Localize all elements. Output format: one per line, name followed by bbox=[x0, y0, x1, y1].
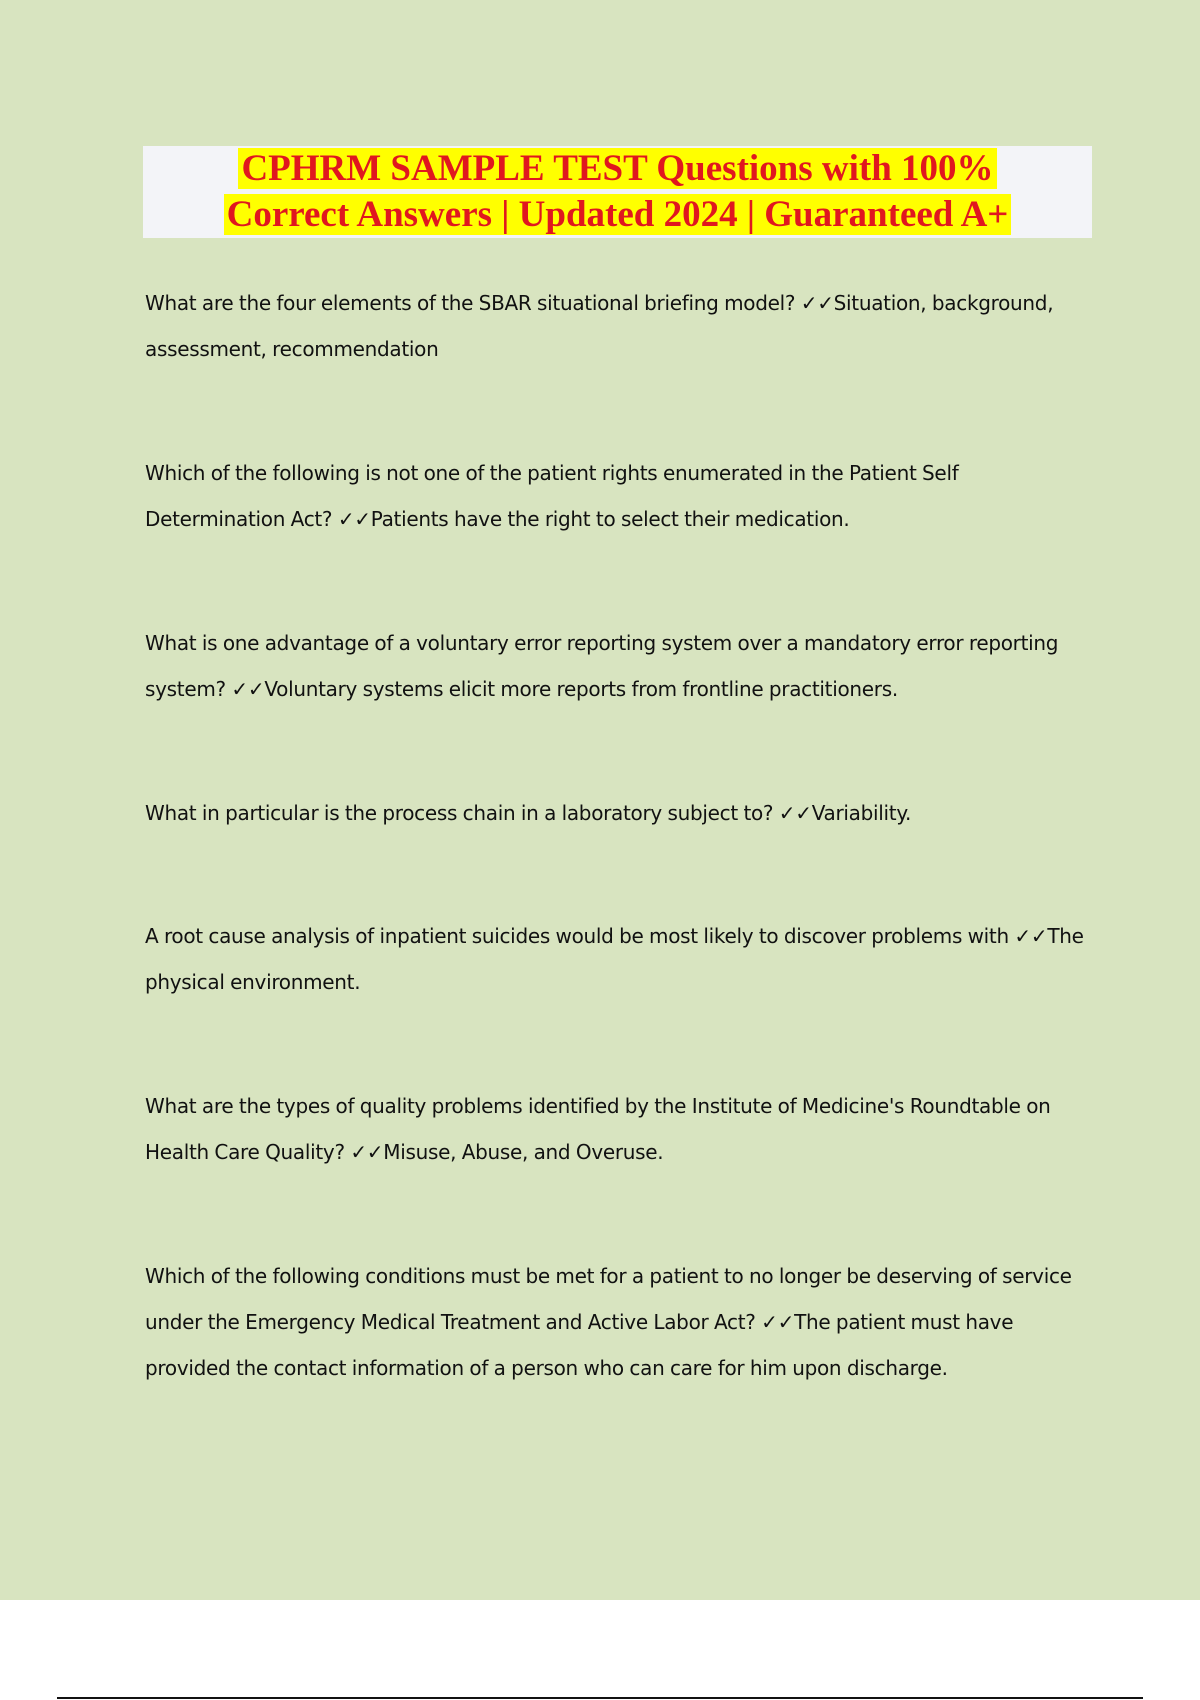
qa-item bbox=[145, 450, 1095, 542]
double-check-icon: ✓✓ bbox=[761, 1310, 795, 1334]
qa-item bbox=[145, 280, 1095, 372]
title-line-1 bbox=[143, 146, 1092, 192]
qa-item bbox=[145, 1253, 1095, 1391]
answer-text: Situation, background, assessment, recommendation bbox=[145, 291, 1054, 361]
question-text: Which of the following conditions must be met for a patient to no longer be deserving of service under the Emergency Medical Treatment and Active Labor Act? bbox=[145, 1264, 1072, 1334]
double-check-icon: ✓✓ bbox=[800, 291, 834, 315]
question-text: What are the types of quality problems identified by the Institute of Medicine's Roundtable on Health Care Quality? bbox=[145, 1094, 1051, 1164]
answer-text: The physical environment. bbox=[145, 924, 1084, 994]
qa-item bbox=[145, 790, 1095, 836]
answer-text: Variability. bbox=[811, 801, 912, 825]
title-banner bbox=[143, 146, 1092, 238]
question-text: What is one advantage of a voluntary error reporting system over a mandatory error reporting system? bbox=[145, 631, 1059, 701]
qa-item bbox=[145, 1083, 1095, 1175]
question-text: Which of the following is not one of the patient rights enumerated in the Patient Self Determination Act? bbox=[145, 461, 959, 531]
footer-divider bbox=[57, 1697, 1143, 1699]
double-check-icon: ✓✓ bbox=[337, 507, 371, 531]
answer-text: Patients have the right to select their medication. bbox=[370, 507, 850, 531]
qa-item bbox=[145, 913, 1095, 1005]
title-line-2-text: Correct Answers | Updated 2024 | Guaranteed A+ bbox=[224, 194, 1012, 235]
double-check-icon: ✓✓ bbox=[1014, 924, 1048, 948]
double-check-icon: ✓✓ bbox=[778, 801, 812, 825]
question-text: What in particular is the process chain in a laboratory subject to? bbox=[145, 801, 779, 825]
title-line-1-text: CPHRM SAMPLE TEST Questions with 100% bbox=[238, 148, 996, 189]
question-text: What are the four elements of the SBAR situational briefing model? bbox=[145, 291, 801, 315]
double-check-icon: ✓✓ bbox=[231, 677, 265, 701]
qa-item bbox=[145, 620, 1095, 712]
title-line-2 bbox=[143, 192, 1092, 238]
double-check-icon: ✓✓ bbox=[350, 1140, 384, 1164]
answer-text: The patient must have provided the contact information of a person who can care for him upon discharge. bbox=[145, 1310, 1014, 1380]
answer-text: Misuse, Abuse, and Overuse. bbox=[383, 1140, 664, 1164]
answer-text: Voluntary systems elicit more reports from frontline practitioners. bbox=[264, 677, 898, 701]
question-text: A root cause analysis of inpatient suicides would be most likely to discover problems with bbox=[145, 924, 1015, 948]
